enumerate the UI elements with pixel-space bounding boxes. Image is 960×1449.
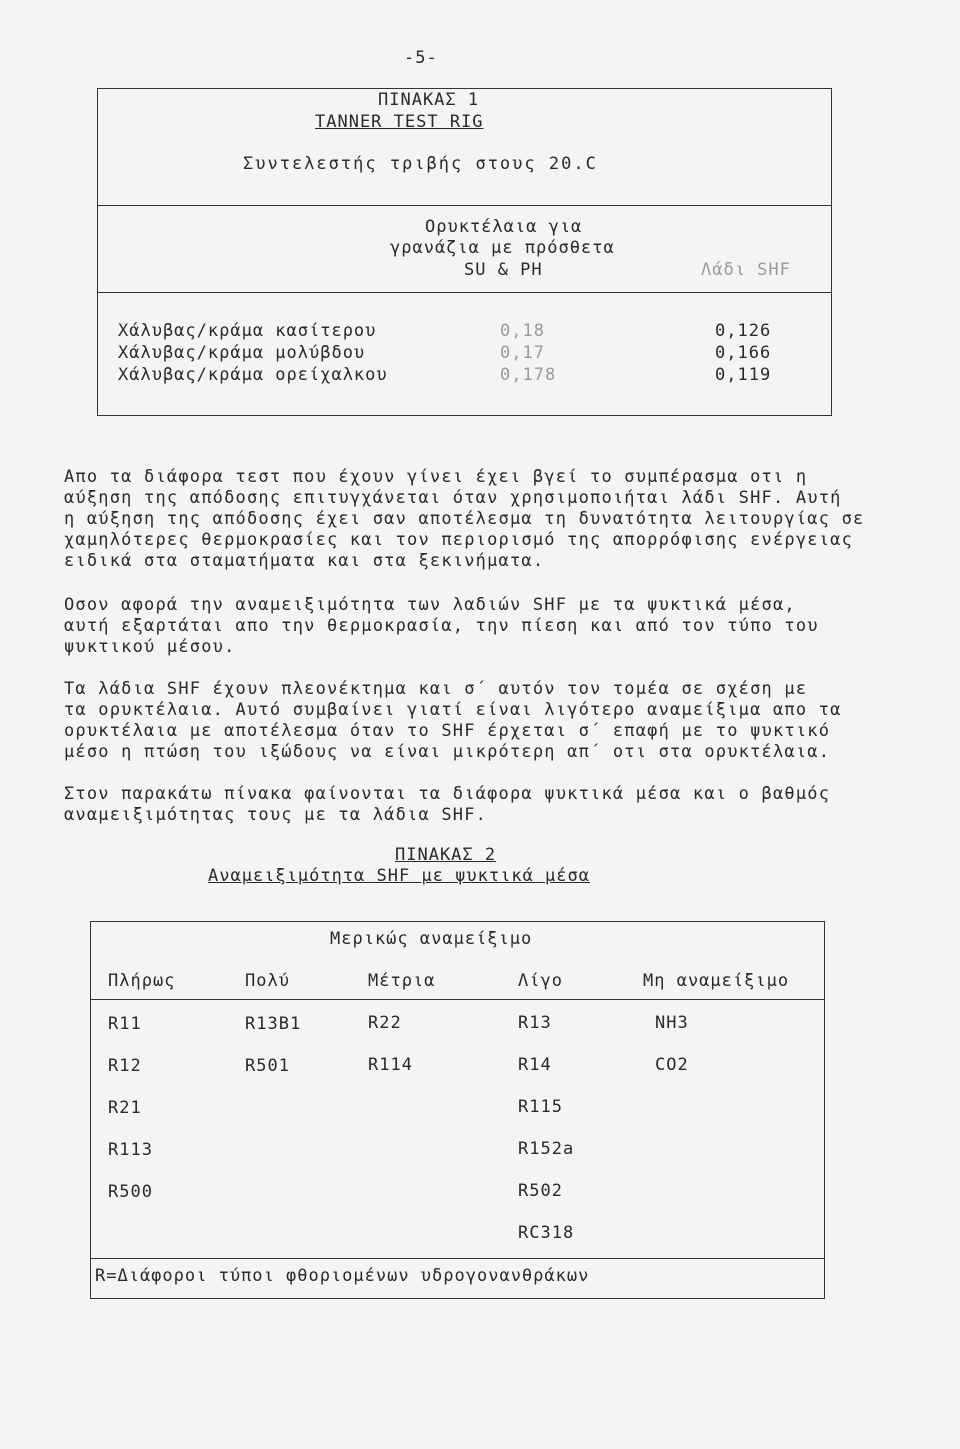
text-line: τα ορυκτέλαια. Αυτό συμβαίνει γιατί είναι λιγότερο αναμείξιμα απο τα: [64, 700, 842, 720]
text-line: μέσο η πτώση του ιξώδους να είναι μικρότερη απ΄ οτι στα ορυκτέλαια.: [64, 742, 831, 762]
table1-title: ΠΙΝΑΚΑΣ 1: [378, 90, 480, 110]
table1-row-v2: 0,119: [715, 365, 772, 385]
page-number: -5-: [404, 48, 438, 68]
table1-subtitle: TANNER TEST RIG: [315, 112, 484, 132]
text-line: αυτή εξαρτάται απο την θερμοκρασία, την πίεση και από τον τύπο του: [64, 616, 819, 636]
table1-col1-header-line2: γρανάζια με πρόσθετα: [390, 238, 615, 258]
table2-cell: R115: [518, 1097, 563, 1117]
table2-cell: R12: [108, 1056, 142, 1076]
table1-col1-header-line1: Ορυκτέλαια για: [425, 217, 583, 237]
table2-cell: R502: [518, 1181, 563, 1201]
table1-row-v2: 0,166: [715, 343, 772, 363]
table1-row-label: Χάλυβας/κράμα ορείχαλκου: [118, 365, 388, 385]
text-line: ψυκτικού μέσου.: [64, 637, 236, 657]
table2-cell: R13B1: [245, 1014, 302, 1034]
table2-cell: RC318: [518, 1223, 575, 1243]
text-line: ορυκτέλαια με αποτέλεσμα όταν το SHF έρχεται σ΄ επαφή με το ψυκτικό: [64, 721, 831, 741]
table1-col1-header-line3: SU & PH: [464, 260, 543, 280]
table1-row-label: Χάλυβας/κράμα μολύβδου: [118, 343, 366, 363]
table2-cell: R14: [518, 1055, 552, 1075]
table2-header: Μη αναμείξιμο: [643, 971, 790, 991]
text-line: αναμειξιμότητας τους με τα λάδια SHF.: [64, 805, 488, 825]
text-line: Τα λάδια SHF έχουν πλεονέκτημα και σ΄ αυτόν τον τομέα σε σχέση με: [64, 679, 808, 699]
table1-row-v1: 0,178: [500, 365, 557, 385]
table2-cell: R113: [108, 1140, 153, 1160]
table2-cell: R13: [518, 1013, 552, 1033]
text-line: Απο τα διάφορα τεστ που έχουν γίνει έχει βγεί το συμπέρασμα οτι η: [64, 467, 808, 487]
text-line: χαμηλότερες θερμοκρασίες και τον περιορισμό της απορρόφισης ενέργειας: [64, 530, 854, 550]
text-line: Οσον αφορά την αναμειξιμότητα των λαδιών SHF με τα ψυκτικά μέσα,: [64, 595, 796, 615]
table2-header: Λίγο: [518, 971, 563, 991]
table2-subtitle: Αναμειξιμότητα SHF με ψυκτικά μέσα: [208, 866, 590, 886]
table2-group-header: Μερικώς αναμείξιμο: [330, 929, 533, 949]
table2-cell: R21: [108, 1098, 142, 1118]
text-line: ειδικά στα σταματήματα και στα ξεκινήματα.: [64, 551, 545, 571]
table2-header: Πολύ: [245, 971, 290, 991]
paragraph-3: [64, 679, 904, 763]
table2-header: Πλήρως: [108, 971, 176, 991]
table2-title: ΠΙΝΑΚΑΣ 2: [395, 845, 497, 865]
table2-divider-header: [90, 999, 825, 1000]
table2-cell: R501: [245, 1056, 290, 1076]
table1-row-v2: 0,126: [715, 321, 772, 341]
table2-cell: R114: [368, 1055, 413, 1075]
table2-cell: CO2: [655, 1055, 689, 1075]
paragraph-4: [64, 784, 904, 826]
table1-row-label: Χάλυβας/κράμα κασίτερου: [118, 321, 377, 341]
table2-divider-footnote: [90, 1258, 825, 1259]
table1-divider-header: [97, 292, 832, 293]
table2-header: Μέτρια: [368, 971, 436, 991]
table2-footnote: R=Διάφοροι τύποι φθοριομένων υδρογονανθράκων: [95, 1266, 590, 1286]
text-line: αύξηση της απόδοσης επιτυγχάνεται όταν χρησιμοποιήται λάδι SHF. Αυτή: [64, 488, 842, 508]
table1-col2-header: Λάδι SHF: [701, 260, 791, 280]
table1-row-v1: 0,17: [500, 343, 545, 363]
table2-cell: R22: [368, 1013, 402, 1033]
table2-cell: R11: [108, 1014, 142, 1034]
table2-cell: NH3: [655, 1013, 689, 1033]
paragraph-1: [64, 467, 904, 572]
table1-divider-top: [97, 205, 832, 206]
table1-row-v1: 0,18: [500, 321, 545, 341]
paragraph-2: [64, 595, 904, 658]
text-line: Στον παρακάτω πίνακα φαίνονται τα διάφορα ψυκτικά μέσα και ο βαθμός: [64, 784, 831, 804]
text-line: η αύξηση της απόδοσης έχει σαν αποτέλεσμα τη δυνατότητα λειτουργίας σε: [64, 509, 865, 529]
table2-cell: R152a: [518, 1139, 575, 1159]
table2-cell: R500: [108, 1182, 153, 1202]
table1-caption: Συντελεστής τριβής στους 20.C: [243, 154, 598, 174]
